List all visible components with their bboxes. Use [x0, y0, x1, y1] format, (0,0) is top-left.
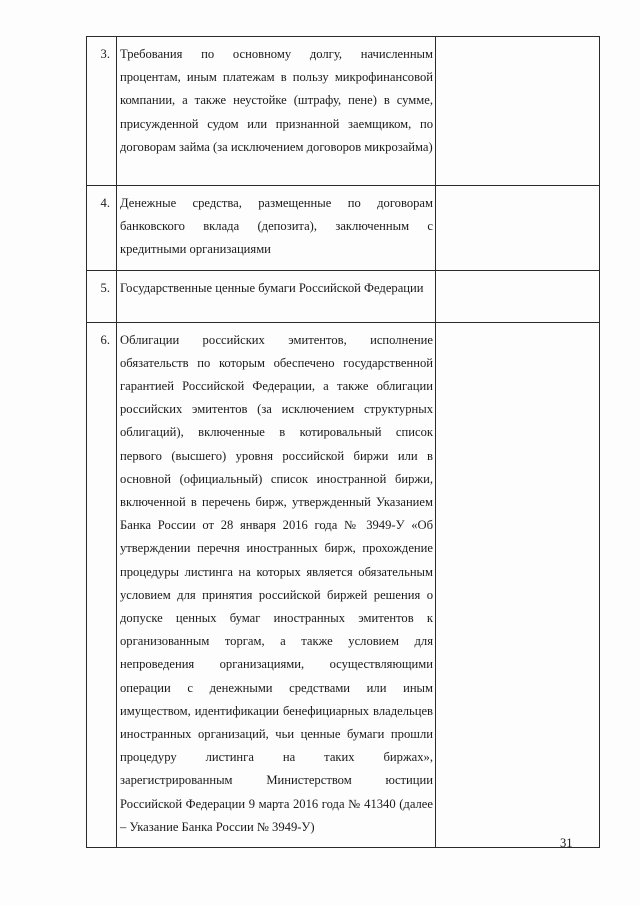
row-value-cell [436, 270, 600, 322]
row-number: 5. [100, 280, 110, 295]
row-number: 6. [100, 332, 110, 347]
table-row [87, 270, 600, 322]
asset-list-table [86, 36, 600, 848]
table-row [87, 322, 600, 847]
row-description-cell [117, 322, 436, 847]
row-number: 3. [100, 47, 110, 61]
row-number: 4. [100, 196, 110, 210]
row-description: Государственные ценные бумаги Российской Федерации [120, 280, 424, 295]
table-row [87, 186, 600, 271]
row-number-cell [87, 270, 117, 322]
row-value-cell [436, 37, 600, 186]
row-description-cell [117, 37, 436, 186]
row-number-cell [87, 37, 117, 186]
row-number-cell [87, 186, 117, 271]
table-row [87, 37, 600, 186]
row-description-cell [117, 186, 436, 271]
row-value-cell [436, 186, 600, 271]
page-number: 31 [560, 836, 573, 850]
row-description: Денежные средства, размещенные по договорам банковского вклада (депозита), заключенным с кредитными организациями [120, 196, 433, 257]
row-number-cell [87, 322, 117, 847]
row-description: Требования по основному долгу, начисленным процентам, иным платежам в пользу микрофинансовой компании, а также неустойке (штрафу, пене) в сумме, присужденной судом или признанной заемщиком, по договорам займа (за исключением договоров микрозайма) [120, 47, 433, 154]
row-value-cell [436, 322, 600, 847]
row-description: Облигации российских эмитентов, исполнение обязательств по которым обеспечено государственной гарантией Российской Федерации, а также облигации российских эмитентов (за исключением структурных облигаций), включенные в котировальный список первого (высшего) уровня российской биржи или в основной (официальный) список иностранной биржи, включенной в перечень бирж, утвержденный Указанием Банка России от 28 января 2016 года № 3949-У «Об утверждении перечня иностранных бирж, прохождение процедуры листинга на которых является обязательным условием для принятия российской биржей решения о допуске ценных бумаг иностранных эмитентов к организованным торгам, а также условием для непроведения организациями, осуществляющими операции с денежными средствами или иным имуществом, идентификации бенефициарных владельцев иностранных организаций, чьи ценные бумаги прошли процедуру листинга на таких биржах», зарегистрированным Министерством юстиции Российской Федерации 9 марта 2016 года № 41340 (далее – Указание Банка России № 3949-У) [120, 332, 433, 834]
row-description-cell [117, 270, 436, 322]
